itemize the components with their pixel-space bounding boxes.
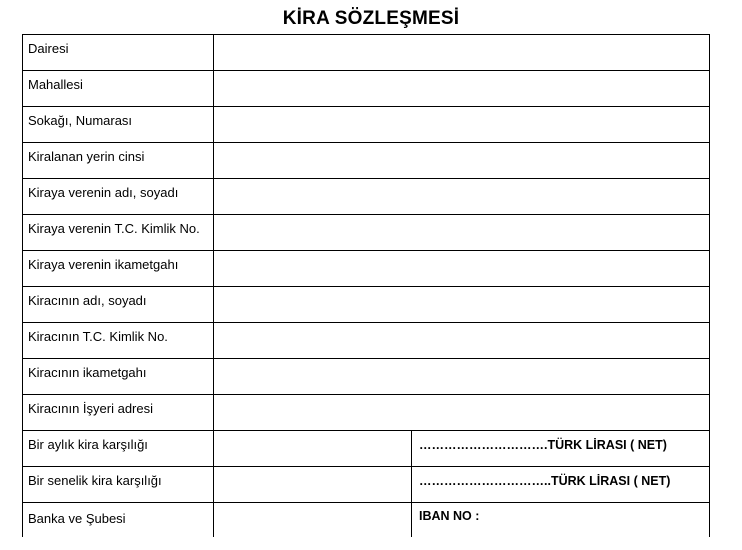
form-row bbox=[23, 107, 710, 143]
form-row bbox=[23, 35, 710, 71]
field-value-yillik-kira[interactable] bbox=[214, 467, 412, 503]
form-row-monthly-rent bbox=[23, 431, 710, 467]
field-value-mahalle[interactable] bbox=[214, 71, 710, 107]
field-value-daire[interactable] bbox=[214, 35, 710, 71]
field-value-yer-cinsi[interactable] bbox=[214, 143, 710, 179]
field-label: Dairesi bbox=[23, 35, 214, 71]
field-value-kiraya-veren-ikametgah[interactable] bbox=[214, 251, 710, 287]
field-value-kiraya-veren-tc[interactable] bbox=[214, 215, 710, 251]
field-label: Kiraya verenin ikametgahı bbox=[23, 251, 214, 287]
field-label: Kiraya verenin T.C. Kimlik No. bbox=[23, 215, 214, 251]
form-row bbox=[23, 71, 710, 107]
form-row-yearly-rent bbox=[23, 467, 710, 503]
field-value-aylik-kira[interactable] bbox=[214, 431, 412, 467]
monthly-amount-text[interactable]: ………………………….TÜRK LİRASI ( NET) bbox=[412, 431, 710, 467]
form-row bbox=[23, 359, 710, 395]
iban-label[interactable]: IBAN NO : bbox=[412, 503, 710, 538]
form-row bbox=[23, 395, 710, 431]
yearly-amount-text[interactable]: …………………………..TÜRK LİRASI ( NET) bbox=[412, 467, 710, 503]
field-value-kiraci-ad[interactable] bbox=[214, 287, 710, 323]
form-row bbox=[23, 323, 710, 359]
contract-form-table bbox=[22, 34, 710, 537]
form-row bbox=[23, 215, 710, 251]
field-label: Bir senelik kira karşılığı bbox=[23, 467, 214, 503]
field-label: Kiralanan yerin cinsi bbox=[23, 143, 214, 179]
field-label: Banka ve Şubesi bbox=[23, 503, 214, 538]
field-label: Mahallesi bbox=[23, 71, 214, 107]
field-value-sokak[interactable] bbox=[214, 107, 710, 143]
form-row-bank bbox=[23, 503, 710, 538]
form-row bbox=[23, 143, 710, 179]
field-label: Kiracının ikametgahı bbox=[23, 359, 214, 395]
field-label: Kiracının İşyeri adresi bbox=[23, 395, 214, 431]
field-label: Sokağı, Numarası bbox=[23, 107, 214, 143]
page-title: KİRA SÖZLEŞMESİ bbox=[282, 8, 460, 29]
field-value-kiraci-ikametgah[interactable] bbox=[214, 359, 710, 395]
field-value-kiraci-isyeri[interactable] bbox=[214, 395, 710, 431]
field-label: Kiraya verenin adı, soyadı bbox=[23, 179, 214, 215]
form-row bbox=[23, 287, 710, 323]
field-value-kiraya-veren-ad[interactable] bbox=[214, 179, 710, 215]
field-label: Bir aylık kira karşılığı bbox=[23, 431, 214, 467]
field-label: Kiracının T.C. Kimlik No. bbox=[23, 323, 214, 359]
field-value-banka[interactable] bbox=[214, 503, 412, 538]
field-value-kiraci-tc[interactable] bbox=[214, 323, 710, 359]
form-row bbox=[23, 251, 710, 287]
field-label: Kiracının adı, soyadı bbox=[23, 287, 214, 323]
form-row bbox=[23, 179, 710, 215]
